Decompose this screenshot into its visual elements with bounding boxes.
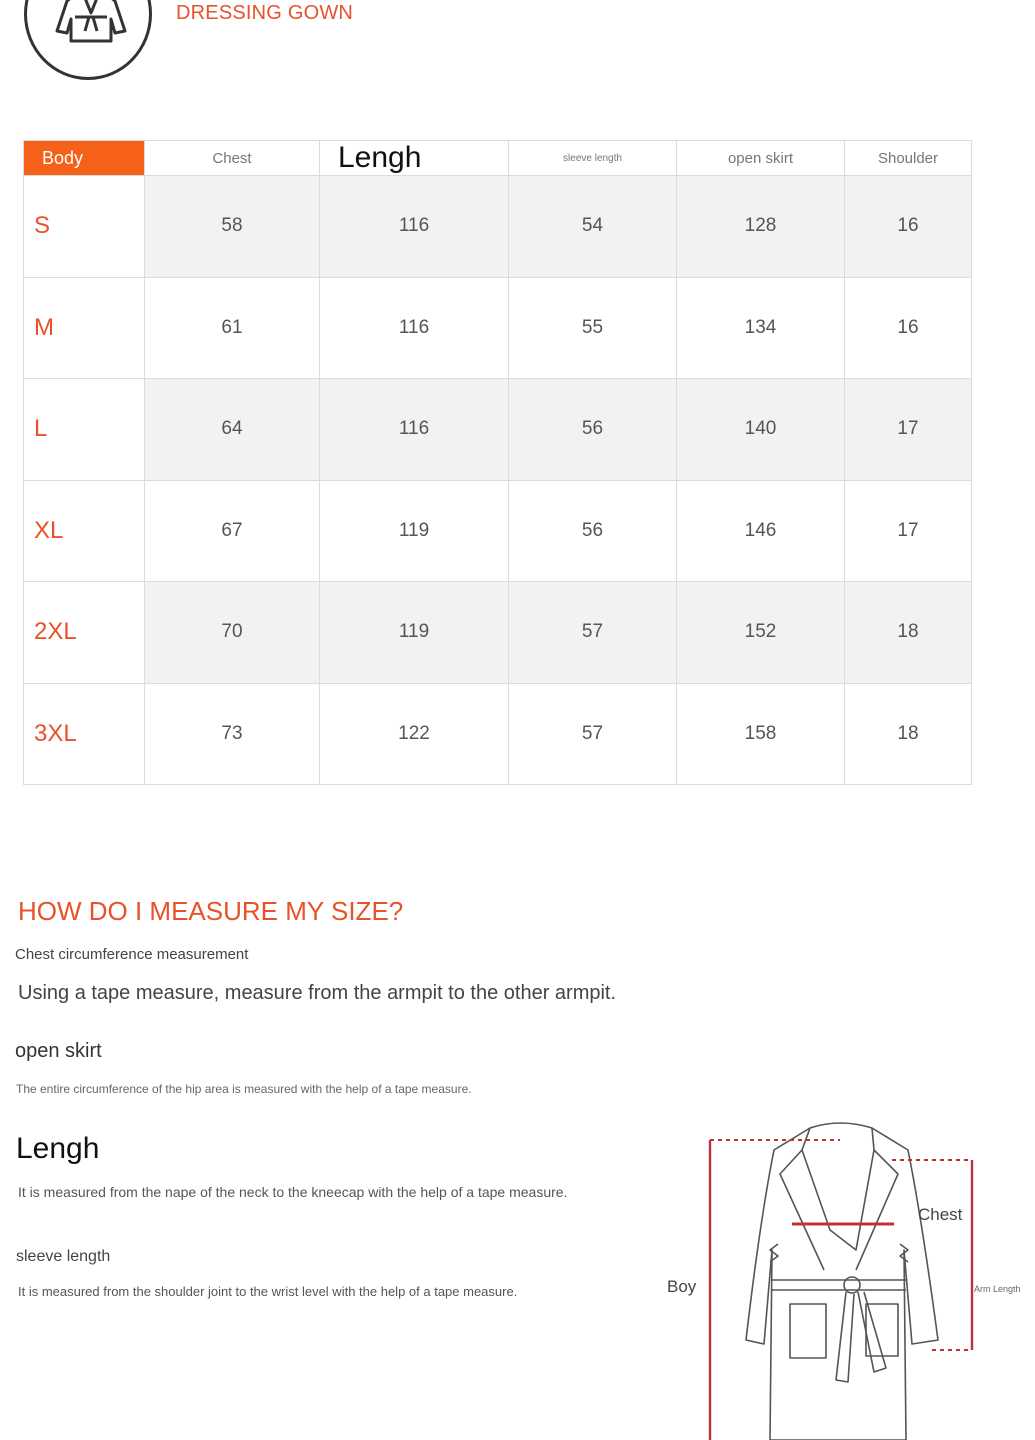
gown-sleeve-marks (770, 1244, 908, 1262)
length-cell: 119 (320, 582, 509, 684)
chest-measure-label: Chest circumference measurement (15, 946, 249, 963)
open-skirt-cell: 140 (677, 379, 845, 481)
shoulder-cell: 16 (845, 277, 972, 379)
header-sleeve-length: sleeve length (509, 141, 677, 176)
gown-collar (802, 1128, 874, 1250)
size-cell: L (24, 379, 145, 481)
header-length: Lengh (320, 141, 509, 176)
shoulder-cell: 18 (845, 683, 972, 785)
table-row (24, 480, 972, 582)
size-cell: XL (24, 480, 145, 582)
open-skirt-desc: The entire circumference of the hip area is measured with the help of a tape measure. (16, 1082, 472, 1096)
sleeve-cell: 57 (509, 582, 677, 684)
sleeve-cell: 54 (509, 176, 677, 278)
brand-logo (24, 0, 152, 80)
header-open-skirt: open skirt (677, 141, 845, 176)
length-cell: 116 (320, 277, 509, 379)
length-cell: 116 (320, 379, 509, 481)
length-cell: 122 (320, 683, 509, 785)
header-shoulder: Shoulder (845, 141, 972, 176)
sleeve-cell: 57 (509, 683, 677, 785)
length-label: Lengh (16, 1132, 100, 1165)
header-body: Body (24, 141, 145, 176)
gown-pocket-right (866, 1304, 898, 1356)
boy-label: Boy (667, 1277, 697, 1296)
length-cell: 119 (320, 480, 509, 582)
gown-measurement-diagram (660, 1110, 1035, 1440)
sleeve-length-desc: It is measured from the shoulder joint to the wrist level with the help of a tape measure. (18, 1284, 518, 1299)
length-cell: 116 (320, 176, 509, 278)
open-skirt-cell: 158 (677, 683, 845, 785)
shoulder-cell: 17 (845, 379, 972, 481)
table-row (24, 277, 972, 379)
gown-lapel (780, 1150, 898, 1270)
brand-title: DRESSING GOWN (176, 2, 354, 24)
gown-belt-ties (836, 1292, 886, 1382)
shoulder-cell: 16 (845, 176, 972, 278)
length-desc: It is measured from the nape of the neck to the kneecap with the help of a tape measure. (18, 1184, 568, 1200)
open-skirt-cell: 134 (677, 277, 845, 379)
guide-title: HOW DO I MEASURE MY SIZE? (18, 896, 404, 926)
gown-pocket-left (790, 1304, 826, 1358)
size-cell: 3XL (24, 683, 145, 785)
shoulder-cell: 17 (845, 480, 972, 582)
open-skirt-cell: 146 (677, 480, 845, 582)
sleeve-cell: 55 (509, 277, 677, 379)
arm-length-label: Arm Length (974, 1284, 1021, 1294)
sleeve-length-label: sleeve length (16, 1248, 111, 1265)
chest-measure-desc: Using a tape measure, measure from the armpit to the other armpit. (18, 982, 617, 1004)
shoulder-cell: 18 (845, 582, 972, 684)
size-cell: M (24, 277, 145, 379)
dressing-gown-icon (53, 0, 129, 43)
sleeve-cell: 56 (509, 480, 677, 582)
table-header-row (24, 141, 972, 176)
chest-cell: 70 (145, 582, 320, 684)
table-row (24, 379, 972, 481)
sleeve-cell: 56 (509, 379, 677, 481)
chest-cell: 67 (145, 480, 320, 582)
gown-outline (746, 1123, 938, 1440)
chest-cell: 64 (145, 379, 320, 481)
gown-belt (772, 1280, 906, 1290)
header-chest: Chest (145, 141, 320, 176)
table-row (24, 176, 972, 278)
chest-cell: 61 (145, 277, 320, 379)
open-skirt-cell: 152 (677, 582, 845, 684)
table-row (24, 683, 972, 785)
size-cell: 2XL (24, 582, 145, 684)
chest-cell: 73 (145, 683, 320, 785)
chest-diagram-label: Chest (918, 1205, 963, 1224)
open-skirt-cell: 128 (677, 176, 845, 278)
size-cell: S (24, 176, 145, 278)
size-table (23, 140, 972, 785)
table-row (24, 582, 972, 684)
open-skirt-label: open skirt (15, 1040, 102, 1062)
chest-cell: 58 (145, 176, 320, 278)
